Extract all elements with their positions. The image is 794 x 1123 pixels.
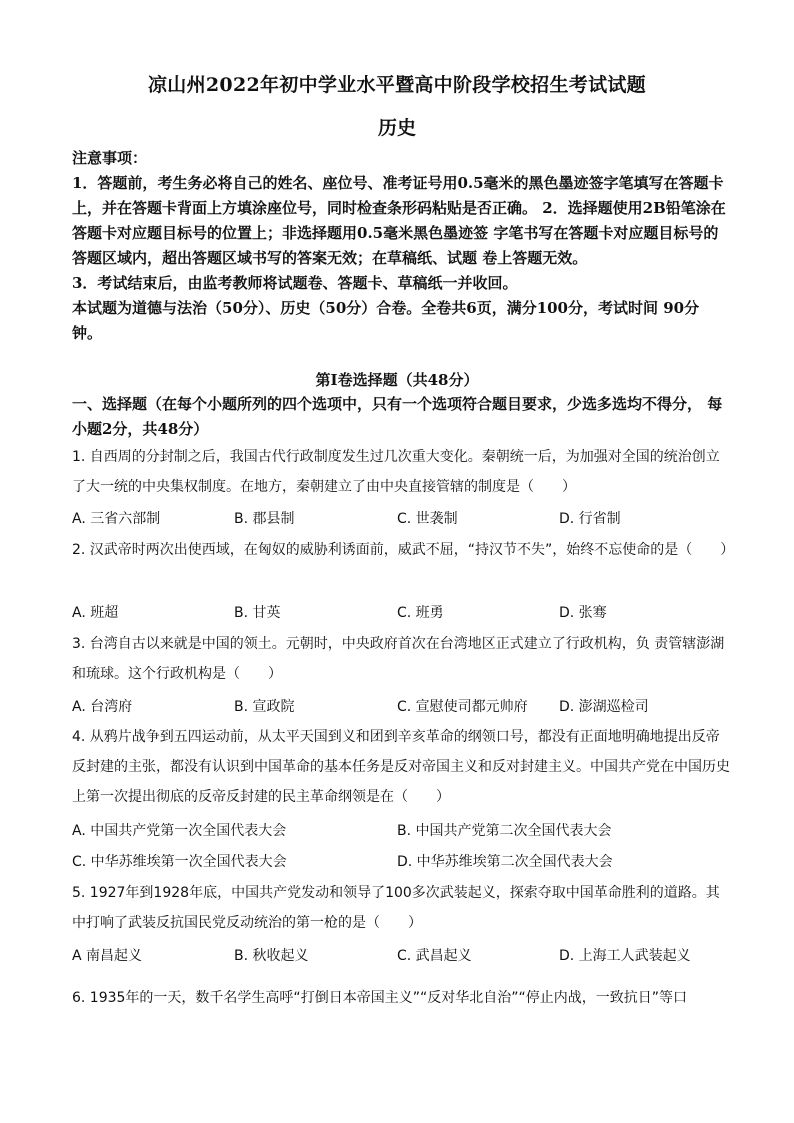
question-5-options — [72, 945, 732, 967]
subject-title: 历史 — [377, 117, 416, 139]
notice-heading: 注意事项： — [72, 149, 148, 167]
question-1-option-d[interactable]: D. 行省制 — [559, 511, 621, 527]
question-2-option-c[interactable]: C. 班勇 — [397, 605, 444, 621]
question-2-stem: 2. 汉武帝时两次出使西域，在匈奴的威胁利诱面前，威武不屈，“持汉节不失”，始终不忘使命的是（ ） — [72, 542, 735, 558]
question-3-options — [72, 696, 732, 718]
question-5-option-b[interactable]: B. 秋收起义 — [234, 948, 309, 964]
question-1-option-c[interactable]: C. 世袭制 — [397, 511, 458, 527]
question-4-option-b[interactable]: B. 中国共产党第二次全国代表大会 — [397, 823, 612, 839]
question-6-stem: 6. 1935年的一天，数千名学生高呼“打倒日本帝国主义”“反对华北自治”“停止内战，一致抗日”等口 — [72, 990, 687, 1006]
exam-title: 凉山州2022年初中学业水平暨高中阶段学校招生考试试题 — [148, 74, 646, 96]
notice-item-3: 3．考试结束后，由监考教师将试题卷、答题卡、草稿纸一并收回。 — [72, 274, 518, 292]
section-instruction-block — [72, 392, 726, 442]
question-3-stem: 3. 台湾自古以来就是中国的领土。元朝时，中央政府首次在台湾地区正式建立了行政机构，负 责管辖澎湖和琉球。这个行政机构是（ ） — [72, 636, 725, 682]
section-instruction: 一、选择题（在每个小题所列的四个选项中，只有一个选项符合题目要求，少选多选均不得分， 每小题2分，共48分） — [72, 395, 723, 438]
question-1-option-b[interactable]: B. 郡县制 — [234, 511, 295, 527]
question-1-options — [72, 508, 732, 530]
section-title: 第Ⅰ卷选择题（共48分） — [315, 371, 479, 389]
notice-info: 本试题为道德与法治（50分）、历史（50分）合卷。全卷共6页，满分100分，考试时间 90分钟。 — [72, 299, 700, 342]
question-1-option-a[interactable]: A. 三省六部制 — [72, 511, 161, 527]
question-4-options-row-2 — [72, 851, 732, 873]
question-5-option-c[interactable]: C. 武昌起义 — [397, 948, 472, 964]
question-3 — [72, 629, 732, 689]
question-4-options-row-1 — [72, 820, 732, 842]
question-4-option-a[interactable]: A. 中国共产党第一次全国代表大会 — [72, 823, 287, 839]
notice-item-1: 1．答题前，考生务必将自己的姓名、座位号、准考证号用0.5毫米的黑色墨迹签字笔填写在答题卡上，并在答题卡背面上方填涂座位号，同时检查条形码粘贴是否正确。 2．选择题使用2B铅笔涂在答题卡对应题目标号的位置上；非选择题用0.5毫米黑色墨迹签 字笔书写在答题卡对应题目标号的答题区域内，超出答题区域书写的答案无效；在草稿纸、试题 卷上答题无效。 — [72, 174, 726, 267]
question-1-stem: 1. 自西周的分封制之后，我国古代行政制度发生过几次重大变化。秦朝统一后，为加强对全国的统治创立了大一统的中央集权制度。在地方，秦朝建立了由中央直接管辖的制度是（ ） — [72, 449, 720, 495]
question-3-option-d[interactable]: D. 澎湖巡检司 — [559, 699, 649, 715]
question-5-stem: 5. 1927年到1928年底，中国共产党发动和领导了100多次武装起义，探索夺取中国革命胜利的道路。其中打响了武装反抗国民党反动统治的第一枪的是（ ） — [72, 885, 720, 931]
question-3-option-b[interactable]: B. 宣政院 — [234, 699, 295, 715]
question-3-option-c[interactable]: C. 宣慰使司都元帅府 — [397, 699, 528, 715]
question-2 — [72, 535, 735, 565]
question-2-option-d[interactable]: D. 张骞 — [559, 605, 607, 621]
question-4 — [72, 722, 732, 812]
question-2-option-a[interactable]: A. 班超 — [72, 605, 119, 621]
question-2-options — [72, 602, 732, 624]
question-4-stem: 4. 从鸦片战争到五四运动前，从太平天国到义和团到辛亥革命的纲领口号，都没有正面地明确地提出反帝反封建的主张，都没有认识到中国革命的基本任务是反对帝国主义和反对封建主义。中国共产党在中国历史上第一次提出彻底的反帝反封建的民主革命纲领是在（ ） — [72, 729, 730, 805]
question-6 — [72, 983, 732, 1013]
question-2-option-b[interactable]: B. 甘英 — [234, 605, 281, 621]
question-5-option-a[interactable]: A 南昌起义 — [72, 948, 143, 964]
question-4-option-c[interactable]: C. 中华苏维埃第一次全国代表大会 — [72, 854, 287, 870]
question-5 — [72, 878, 732, 938]
notice-block — [72, 146, 726, 346]
question-5-option-d[interactable]: D. 上海工人武装起义 — [559, 948, 691, 964]
question-3-option-a[interactable]: A. 台湾府 — [72, 699, 133, 715]
question-1 — [72, 442, 732, 502]
question-4-option-d[interactable]: D. 中华苏维埃第二次全国代表大会 — [397, 854, 613, 870]
